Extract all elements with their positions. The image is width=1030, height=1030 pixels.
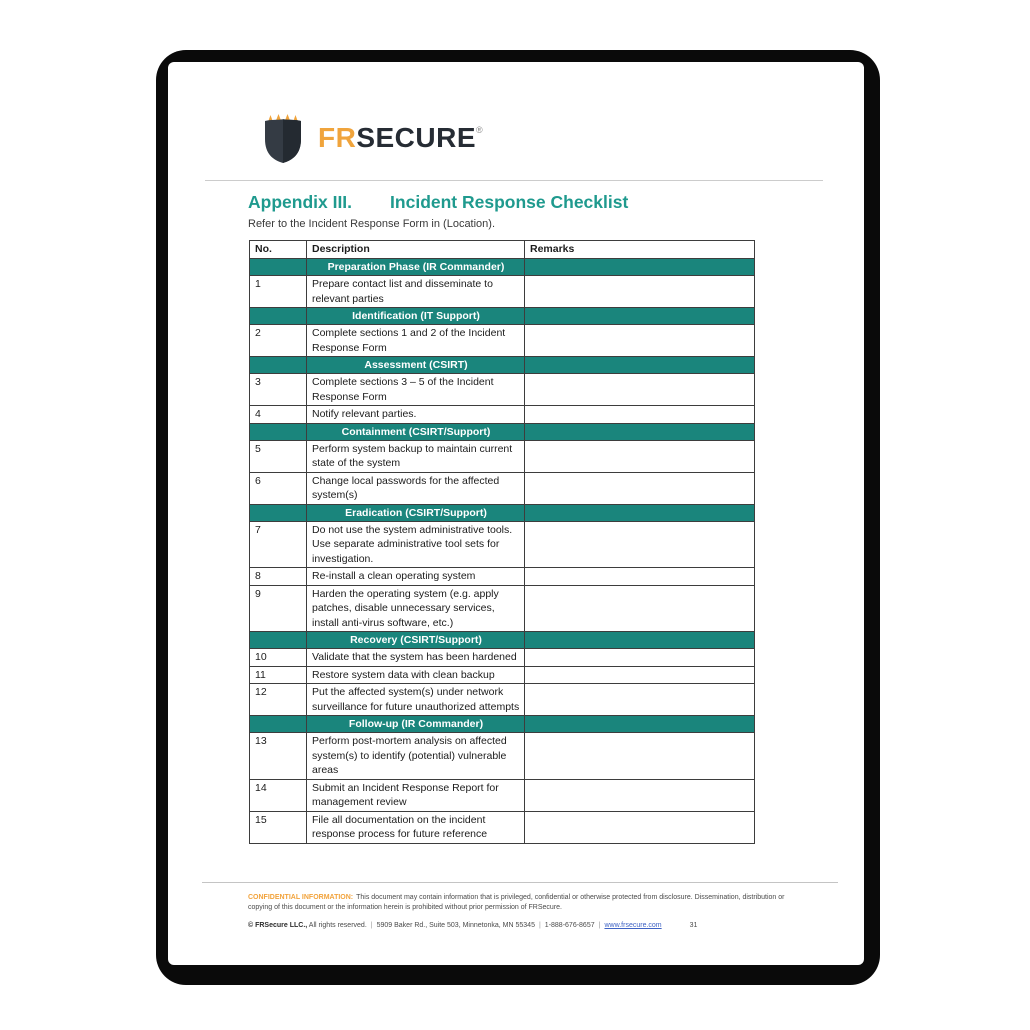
footer-address: 5909 Baker Rd., Suite 503, Minnetonka, MN 55345 — [376, 922, 535, 929]
document-page — [168, 62, 864, 965]
item-description-cell: Perform post-mortem analysis on affected system(s) to identify (potential) vulnerable areas — [307, 733, 525, 780]
footer-divider — [202, 882, 838, 883]
logo-secure-text: SECURE — [356, 122, 477, 153]
footer-separator: | — [370, 922, 373, 929]
website-link[interactable]: www.frsecure.com — [604, 922, 662, 929]
table-row — [250, 276, 755, 308]
table-row — [250, 684, 755, 716]
item-description-cell: Validate that the system has been hardened — [307, 649, 525, 667]
table-row — [250, 649, 755, 667]
item-description-cell: Re-install a clean operating system — [307, 568, 525, 586]
item-number-cell: 9 — [250, 585, 307, 632]
table-row — [250, 585, 755, 632]
page-title — [248, 192, 628, 213]
section-remarks-cell — [525, 308, 755, 325]
item-description-cell: Submit an Incident Response Report for management review — [307, 779, 525, 811]
item-description-cell: File all documentation on the incident response process for future reference — [307, 811, 525, 843]
section-remarks-cell — [525, 259, 755, 276]
footer-separator: | — [538, 922, 541, 929]
item-remarks-cell — [525, 440, 755, 472]
item-description-cell: Harden the operating system (e.g. apply patches, disable unnecessary services, install anti-virus software, etc.) — [307, 585, 525, 632]
item-remarks-cell — [525, 276, 755, 308]
item-remarks-cell — [525, 406, 755, 424]
checklist-table-body — [250, 259, 755, 844]
section-no-cell — [250, 632, 307, 649]
item-number-cell: 1 — [250, 276, 307, 308]
item-description-cell: Do not use the system administrative tools. Use separate administrative tool sets for investigation. — [307, 521, 525, 568]
section-row — [250, 423, 755, 440]
section-remarks-cell — [525, 632, 755, 649]
section-label-cell: Preparation Phase (IR Commander) — [307, 259, 525, 276]
item-number-cell: 12 — [250, 684, 307, 716]
section-remarks-cell — [525, 423, 755, 440]
item-description-cell: Restore system data with clean backup — [307, 666, 525, 684]
item-remarks-cell — [525, 472, 755, 504]
section-label-cell: Eradication (CSIRT/Support) — [307, 504, 525, 521]
item-remarks-cell — [525, 521, 755, 568]
copyright-rights: All rights reserved. — [308, 922, 367, 929]
item-number-cell: 2 — [250, 325, 307, 357]
section-row — [250, 259, 755, 276]
copyright-line — [248, 921, 848, 930]
item-number-cell: 11 — [250, 666, 307, 684]
column-header-no: No. — [250, 241, 307, 259]
section-row — [250, 716, 755, 733]
item-number-cell: 13 — [250, 733, 307, 780]
column-header-description: Description — [307, 241, 525, 259]
checklist-title: Incident Response Checklist — [390, 192, 629, 212]
item-description-cell: Put the affected system(s) under network surveillance for future unauthorized attempts — [307, 684, 525, 716]
section-label-cell: Recovery (CSIRT/Support) — [307, 632, 525, 649]
section-no-cell — [250, 716, 307, 733]
section-no-cell — [250, 504, 307, 521]
section-remarks-cell — [525, 716, 755, 733]
section-no-cell — [250, 423, 307, 440]
table-row — [250, 472, 755, 504]
table-row — [250, 811, 755, 843]
item-remarks-cell — [525, 374, 755, 406]
item-number-cell: 5 — [250, 440, 307, 472]
incident-response-checklist-table — [249, 240, 755, 844]
item-description-cell: Perform system backup to maintain current state of the system — [307, 440, 525, 472]
section-row — [250, 308, 755, 325]
logo-fr-text: FR — [318, 122, 357, 153]
section-row — [250, 632, 755, 649]
table-row — [250, 374, 755, 406]
section-no-cell — [250, 357, 307, 374]
item-remarks-cell — [525, 325, 755, 357]
logo-wordmark — [318, 124, 483, 152]
item-remarks-cell — [525, 684, 755, 716]
item-number-cell: 8 — [250, 568, 307, 586]
section-row — [250, 504, 755, 521]
table-row — [250, 733, 755, 780]
item-remarks-cell — [525, 779, 755, 811]
appendix-label: Appendix III. — [248, 192, 353, 212]
confidential-text: This document may contain information that is privileged, confidential or otherwise protected from disclosure. Dissemination, distribution or copying of this document or the information herein is prohibited without prior permission of FRSecure. — [248, 894, 785, 911]
item-number-cell: 10 — [250, 649, 307, 667]
table-row — [250, 779, 755, 811]
confidential-notice — [248, 893, 788, 913]
table-header-row — [250, 241, 755, 259]
item-remarks-cell — [525, 666, 755, 684]
item-description-cell: Change local passwords for the affected system(s) — [307, 472, 525, 504]
shield-icon — [263, 112, 303, 164]
item-number-cell: 15 — [250, 811, 307, 843]
item-description-cell: Complete sections 1 and 2 of the Incident Response Form — [307, 325, 525, 357]
item-description-cell: Complete sections 3 – 5 of the Incident Response Form — [307, 374, 525, 406]
section-row — [250, 357, 755, 374]
confidential-label: CONFIDENTIAL INFORMATION: — [248, 894, 354, 901]
item-remarks-cell — [525, 568, 755, 586]
table-row — [250, 666, 755, 684]
column-header-remarks: Remarks — [525, 241, 755, 259]
registered-mark: ® — [476, 125, 484, 135]
section-no-cell — [250, 308, 307, 325]
item-number-cell: 14 — [250, 779, 307, 811]
item-number-cell: 3 — [250, 374, 307, 406]
section-no-cell — [250, 259, 307, 276]
item-number-cell: 4 — [250, 406, 307, 424]
item-description-cell: Notify relevant parties. — [307, 406, 525, 424]
subtitle: Refer to the Incident Response Form in (Location). — [248, 218, 496, 230]
item-remarks-cell — [525, 733, 755, 780]
section-label-cell: Containment (CSIRT/Support) — [307, 423, 525, 440]
section-label-cell: Assessment (CSIRT) — [307, 357, 525, 374]
section-label-cell: Follow-up (IR Commander) — [307, 716, 525, 733]
page-number: 31 — [689, 922, 698, 929]
copyright-company: © FRSecure LLC., — [248, 922, 308, 929]
item-remarks-cell — [525, 585, 755, 632]
table-row — [250, 568, 755, 586]
header-divider — [205, 180, 823, 181]
table-row — [250, 406, 755, 424]
item-remarks-cell — [525, 811, 755, 843]
table-row — [250, 325, 755, 357]
item-number-cell: 7 — [250, 521, 307, 568]
section-label-cell: Identification (IT Support) — [307, 308, 525, 325]
table-row — [250, 521, 755, 568]
item-description-cell: Prepare contact list and disseminate to relevant parties — [307, 276, 525, 308]
item-remarks-cell — [525, 649, 755, 667]
frsecure-logo — [263, 112, 483, 164]
item-number-cell: 6 — [250, 472, 307, 504]
section-remarks-cell — [525, 357, 755, 374]
section-remarks-cell — [525, 504, 755, 521]
table-row — [250, 440, 755, 472]
footer-separator: | — [598, 922, 601, 929]
footer-phone: 1-888-676-8657 — [544, 922, 595, 929]
